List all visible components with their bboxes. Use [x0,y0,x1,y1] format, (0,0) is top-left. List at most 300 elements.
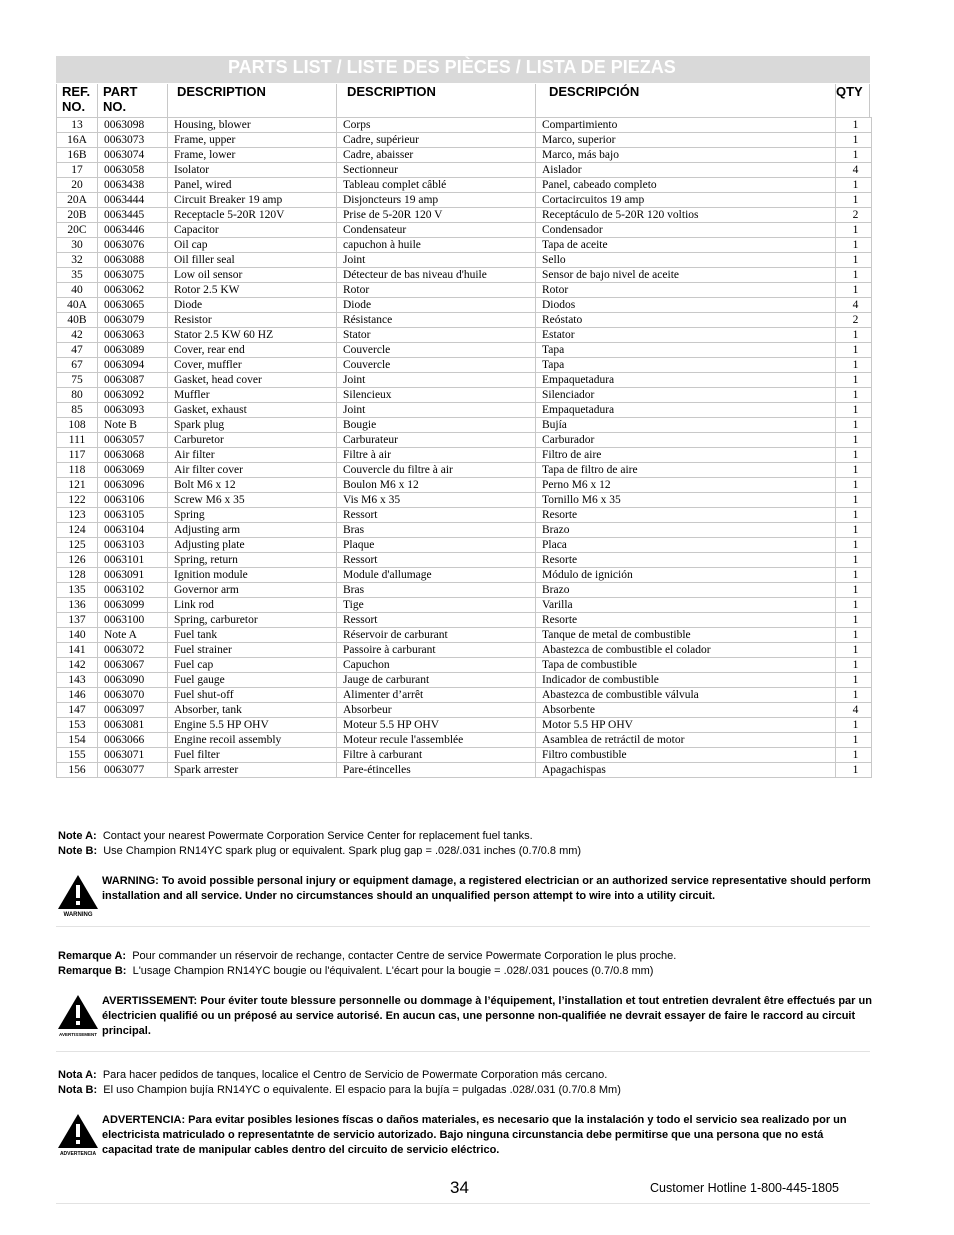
description-en-cell: Fuel gauge [168,673,337,688]
header-divider [835,84,836,118]
note-a-fr-label: Remarque A: [58,950,127,962]
description-en-cell: Cover, muffler [168,358,337,373]
description-en-cell: Circuit Breaker 19 amp [168,193,337,208]
part-no-cell: 0063105 [98,508,168,523]
ref-no-cell: 42 [57,328,98,343]
page-number: 34 [450,1178,469,1197]
table-row [57,673,872,688]
table-row [57,478,872,493]
part-no-cell: 0063102 [98,583,168,598]
description-fr-cell: Ressort [337,553,536,568]
description-es-cell: Resorte [536,553,836,568]
parts-table [56,117,872,778]
description-en-cell: Receptacle 5-20R 120V [168,208,337,223]
description-fr-cell: Cadre, supérieur [337,133,536,148]
description-es-cell: Receptáculo de 5-20R 120 voltios [536,208,836,223]
table-row [57,433,872,448]
part-no-cell: 0063057 [98,433,168,448]
qty-cell: 1 [836,373,872,388]
ref-no-cell: 40B [57,313,98,328]
part-no-cell: 0063076 [98,238,168,253]
description-en-cell: Panel, wired [168,178,337,193]
table-row [57,553,872,568]
header-qty-label: QTY [836,84,863,99]
note-a-fr-text: Pour commander un réservoir de rechange, contacter Centre de service Powermate Corporation le plus proche. [132,950,677,962]
qty-cell: 1 [836,718,872,733]
description-es-cell: Reóstato [536,313,836,328]
qty-cell: 1 [836,658,872,673]
header-description-fr [347,84,436,118]
table-row [57,538,872,553]
description-es-cell: Tanque de metal de combustible [536,628,836,643]
description-en-cell: Air filter cover [168,463,337,478]
description-fr-cell: Joint [337,253,536,268]
ref-no-cell: 40 [57,283,98,298]
header-part-line2: NO. [103,99,127,114]
qty-cell: 1 [836,283,872,298]
qty-cell: 1 [836,748,872,763]
qty-cell: 1 [836,118,872,133]
description-en-cell: Oil cap [168,238,337,253]
part-no-cell: 0063058 [98,163,168,178]
svg-text:AVERTISSEMENT: AVERTISSEMENT [59,1032,97,1037]
description-fr-cell: Ressort [337,508,536,523]
table-row [57,718,872,733]
description-fr-cell: Couvercle du filtre à air [337,463,536,478]
description-es-cell: Filtro combustible [536,748,836,763]
part-no-cell: 0063075 [98,268,168,283]
note-b-en-text: Use Champion RN14YC spark plug or equivalent. Spark plug gap = .028/.031 inches (0.7/0.8 mm) [103,845,582,857]
part-no-cell: 0063097 [98,703,168,718]
description-en-cell: Link rod [168,598,337,613]
note-b-en [58,844,581,859]
qty-cell: 1 [836,268,872,283]
description-es-cell: Indicador de combustible [536,673,836,688]
description-en-cell: Spring, carburetor [168,613,337,628]
description-fr-cell: Sectionneur [337,163,536,178]
description-fr-cell: Pare-étincelles [337,763,536,778]
header-divider [97,84,98,118]
note-a-es [58,1068,621,1083]
qty-cell: 2 [836,208,872,223]
qty-cell: 1 [836,643,872,658]
table-row [57,418,872,433]
description-es-cell: Cortacircuitos 19 amp [536,193,836,208]
description-en-cell: Ignition module [168,568,337,583]
description-en-cell: Fuel filter [168,748,337,763]
description-fr-cell: Tige [337,598,536,613]
ref-no-cell: 17 [57,163,98,178]
table-row [57,223,872,238]
ref-no-cell: 20B [57,208,98,223]
table-row [57,328,872,343]
description-fr-cell: Couvercle [337,358,536,373]
description-es-cell: Brazo [536,583,836,598]
ref-no-cell: 85 [57,403,98,418]
table-row [57,193,872,208]
qty-cell: 1 [836,733,872,748]
description-en-cell: Isolator [168,163,337,178]
header-desc-es-label: DESCRIPCIÓN [549,84,640,99]
table-row [57,268,872,283]
description-fr-cell: Vis M6 x 35 [337,493,536,508]
ref-no-cell: 146 [57,688,98,703]
description-en-cell: Fuel shut-off [168,688,337,703]
description-fr-cell: Condensateur [337,223,536,238]
table-row [57,568,872,583]
notes-english [58,829,581,859]
warning-triangle-icon [56,1113,100,1157]
part-no-cell: Note A [98,628,168,643]
qty-cell: 1 [836,568,872,583]
description-es-cell: Resorte [536,613,836,628]
ref-no-cell: 35 [57,268,98,283]
note-b-fr-text: L'usage Champion RN14YC bougie ou l'équivalent. L'écart pour la bougie = .028/.031 pouces (0.7/0.8 mm) [132,965,654,977]
header-desc-fr-label: DESCRIPTION [347,84,436,99]
part-no-cell: 0063099 [98,598,168,613]
header-description-es [549,84,639,118]
table-row [57,358,872,373]
description-en-cell: Adjusting arm [168,523,337,538]
description-fr-cell: Silencieux [337,388,536,403]
description-es-cell: Tapa de aceite [536,238,836,253]
part-no-cell: 0063438 [98,178,168,193]
description-en-cell: Engine recoil assembly [168,733,337,748]
note-b-es-text: El uso Champion bujía RN14YC o equivalente. El espacio para la bujía = pulgadas .028/.031 (0.7/0.8 Mm) [103,1084,621,1096]
part-no-cell: 0063093 [98,403,168,418]
qty-cell: 1 [836,493,872,508]
qty-cell: 1 [836,433,872,448]
part-no-cell: 0063070 [98,688,168,703]
ref-no-cell: 147 [57,703,98,718]
qty-cell: 1 [836,508,872,523]
table-row [57,343,872,358]
section-divider [56,1051,870,1052]
ref-no-cell: 108 [57,418,98,433]
description-fr-cell: Résistance [337,313,536,328]
ref-no-cell: 32 [57,253,98,268]
table-row [57,583,872,598]
part-no-cell: 0063062 [98,283,168,298]
ref-no-cell: 137 [57,613,98,628]
description-fr-cell: Module d'allumage [337,568,536,583]
part-no-cell: 0063063 [98,328,168,343]
qty-cell: 1 [836,628,872,643]
description-es-cell: Absorbente [536,703,836,718]
note-a-fr [58,949,676,964]
part-no-cell: 0063068 [98,448,168,463]
qty-cell: 4 [836,298,872,313]
description-fr-cell: Tableau complet câblé [337,178,536,193]
note-b-fr-label: Remarque B: [58,965,127,977]
ref-no-cell: 140 [57,628,98,643]
ref-no-cell: 125 [57,538,98,553]
description-fr-cell: Corps [337,118,536,133]
ref-no-cell: 121 [57,478,98,493]
table-row [57,178,872,193]
table-row [57,733,872,748]
part-no-cell: 0063066 [98,733,168,748]
table-row [57,388,872,403]
description-en-cell: Stator 2.5 KW 60 HZ [168,328,337,343]
ref-no-cell: 16A [57,133,98,148]
description-fr-cell: Moteur recule l'assemblée [337,733,536,748]
qty-cell: 1 [836,463,872,478]
description-fr-cell: Bras [337,523,536,538]
part-no-cell: 0063089 [98,343,168,358]
description-en-cell: Fuel tank [168,628,337,643]
table-row [57,658,872,673]
warning-triangle-icon [56,874,100,918]
description-en-cell: Adjusting plate [168,538,337,553]
ref-no-cell: 47 [57,343,98,358]
ref-no-cell: 80 [57,388,98,403]
description-fr-cell: Plaque [337,538,536,553]
qty-cell: 1 [836,553,872,568]
description-en-cell: Frame, upper [168,133,337,148]
qty-cell: 1 [836,448,872,463]
parts-list-banner [56,56,870,83]
part-no-cell: 0063074 [98,148,168,163]
warning-en-text: WARNING: To avoid possible personal injury or equipment damage, a registered electrician or an authorized service representative should perform installation and all service. Under no circumstances should an unqualified person attempt to wire into a utility circuit. [102,875,871,902]
description-fr-cell: Ressort [337,613,536,628]
description-en-cell: Resistor [168,313,337,328]
warning-triangle-icon [56,994,100,1038]
table-row [57,493,872,508]
table-row [57,133,872,148]
qty-cell: 1 [836,358,872,373]
part-no-cell: 0063069 [98,463,168,478]
note-a-en-label: Note A: [58,830,97,842]
description-fr-cell: Détecteur de bas niveau d'huile [337,268,536,283]
part-no-cell: 0063444 [98,193,168,208]
part-no-cell: 0063087 [98,373,168,388]
description-fr-cell: Disjoncteurs 19 amp [337,193,536,208]
ref-no-cell: 117 [57,448,98,463]
qty-cell: 1 [836,403,872,418]
svg-text:WARNING: WARNING [63,912,93,918]
section-divider [56,926,870,927]
qty-cell: 1 [836,538,872,553]
part-no-cell: 0063445 [98,208,168,223]
qty-cell: 1 [836,598,872,613]
warning-es-text: ADVERTENCIA: Para evitar posibles lesiones físcas o daños materiales, es necesario que la instalación y todo el servicio sea realizado por un electricista matriculado o representatnte de servicio autorizado. Bajo ninguna circunstancia debe permitirse que una persona que no está capacitad trate de manipular cables dentro del circuito de servicio eléctrico. [102,1114,847,1156]
description-fr-cell: Carburateur [337,433,536,448]
table-row [57,523,872,538]
part-no-cell: 0063104 [98,523,168,538]
description-es-cell: Asamblea de retráctil de motor [536,733,836,748]
ref-no-cell: 20 [57,178,98,193]
description-en-cell: Spark arrester [168,763,337,778]
description-en-cell: Absorber, tank [168,703,337,718]
header-divider [535,84,536,118]
table-row [57,373,872,388]
description-es-cell: Empaquetadura [536,403,836,418]
description-fr-cell: Stator [337,328,536,343]
qty-cell: 1 [836,193,872,208]
header-divider [167,84,168,118]
description-en-cell: Spring, return [168,553,337,568]
header-description-en [177,84,266,118]
qty-cell: 1 [836,688,872,703]
description-en-cell: Bolt M6 x 12 [168,478,337,493]
table-row [57,508,872,523]
qty-cell: 1 [836,583,872,598]
header-ref-line1: REF. [62,84,91,99]
table-row [57,598,872,613]
footer-divider [56,1203,870,1204]
description-es-cell: Abastezca de combustible válvula [536,688,836,703]
description-fr-cell: Prise de 5-20R 120 V [337,208,536,223]
part-no-cell: 0063103 [98,538,168,553]
part-no-cell: 0063098 [98,118,168,133]
qty-cell: 1 [836,673,872,688]
description-fr-cell: Boulon M6 x 12 [337,478,536,493]
note-b-fr [58,964,676,979]
table-row [57,703,872,718]
qty-cell: 4 [836,163,872,178]
ref-no-cell: 124 [57,523,98,538]
description-en-cell: Fuel cap [168,658,337,673]
part-no-cell: 0063446 [98,223,168,238]
description-fr-cell: Jauge de carburant [337,673,536,688]
description-en-cell: Spring [168,508,337,523]
header-desc-en-label: DESCRIPTION [177,84,266,99]
description-fr-cell: Capuchon [337,658,536,673]
header-ref-no [62,84,98,118]
description-es-cell: Empaquetadura [536,373,836,388]
description-fr-cell: Cadre, abaisser [337,148,536,163]
description-es-cell: Perno M6 x 12 [536,478,836,493]
qty-cell: 1 [836,388,872,403]
description-es-cell: Rotor [536,283,836,298]
ref-no-cell: 75 [57,373,98,388]
description-es-cell: Tapa de combustible [536,658,836,673]
description-es-cell: Panel, cabeado completo [536,178,836,193]
table-row [57,448,872,463]
qty-cell: 1 [836,763,872,778]
ref-no-cell: 16B [57,148,98,163]
table-row [57,613,872,628]
note-a-es-label: Nota A: [58,1069,97,1081]
ref-no-cell: 141 [57,643,98,658]
ref-no-cell: 142 [57,658,98,673]
ref-no-cell: 136 [57,598,98,613]
description-es-cell: Módulo de ignición [536,568,836,583]
ref-no-cell: 40A [57,298,98,313]
table-row [57,403,872,418]
qty-cell: 4 [836,703,872,718]
description-es-cell: Estator [536,328,836,343]
description-es-cell: Brazo [536,523,836,538]
ref-no-cell: 156 [57,763,98,778]
description-fr-cell: Joint [337,403,536,418]
ref-no-cell: 111 [57,433,98,448]
qty-cell: 1 [836,613,872,628]
description-fr-cell: Joint [337,373,536,388]
ref-no-cell: 154 [57,733,98,748]
header-divider [56,84,57,118]
table-row [57,688,872,703]
part-no-cell: 0063073 [98,133,168,148]
description-fr-cell: Passoire à carburant [337,643,536,658]
description-es-cell: Carburador [536,433,836,448]
qty-cell: 1 [836,133,872,148]
description-en-cell: Spark plug [168,418,337,433]
part-no-cell: 0063100 [98,613,168,628]
ref-no-cell: 155 [57,748,98,763]
header-divider [336,84,337,118]
description-es-cell: Placa [536,538,836,553]
part-no-cell: 0063088 [98,253,168,268]
description-en-cell: Capacitor [168,223,337,238]
description-es-cell: Motor 5.5 HP OHV [536,718,836,733]
description-en-cell: Rotor 2.5 KW [168,283,337,298]
description-fr-cell: Diode [337,298,536,313]
ref-no-cell: 30 [57,238,98,253]
table-row [57,643,872,658]
description-es-cell: Marco, superior [536,133,836,148]
part-no-cell: 0063065 [98,298,168,313]
header-ref-line2: NO. [62,99,86,114]
description-es-cell: Diodos [536,298,836,313]
warning-fr-text: AVERTISSEMENT: Pour éviter toute blessure personnelle ou dommage à l’équipement, l’installation et tout entretien devralent être effectués par un électricien qualifié ou un préposé au service autorisé. En aucun cas, une personne non-qualifiée ne devrait essayer de faire le raccord au circuit principal. [102,995,872,1037]
description-es-cell: Apagachispas [536,763,836,778]
qty-cell: 1 [836,223,872,238]
description-en-cell: Air filter [168,448,337,463]
description-fr-cell: Bras [337,583,536,598]
description-es-cell: Silenciador [536,388,836,403]
qty-cell: 1 [836,418,872,433]
description-es-cell: Filtro de aire [536,448,836,463]
ref-no-cell: 118 [57,463,98,478]
note-b-es-label: Nota B: [58,1084,98,1096]
part-no-cell: Note B [98,418,168,433]
description-en-cell: Frame, lower [168,148,337,163]
table-row [57,163,872,178]
ref-no-cell: 20C [57,223,98,238]
table-row [57,463,872,478]
description-es-cell: Resorte [536,508,836,523]
description-en-cell: Low oil sensor [168,268,337,283]
header-part-line1: PART [103,84,138,99]
part-no-cell: 0063077 [98,763,168,778]
description-en-cell: Cover, rear end [168,343,337,358]
qty-cell: 1 [836,148,872,163]
ref-no-cell: 126 [57,553,98,568]
part-no-cell: 0063072 [98,643,168,658]
description-fr-cell: capuchon à huile [337,238,536,253]
header-divider [869,84,870,118]
part-no-cell: 0063090 [98,673,168,688]
part-no-cell: 0063094 [98,358,168,373]
table-row [57,283,872,298]
description-en-cell: Gasket, exhaust [168,403,337,418]
part-no-cell: 0063091 [98,568,168,583]
qty-cell: 1 [836,328,872,343]
qty-cell: 1 [836,523,872,538]
table-row [57,763,872,778]
qty-cell: 1 [836,253,872,268]
description-es-cell: Abastezca de combustible el colador [536,643,836,658]
description-en-cell: Housing, blower [168,118,337,133]
description-fr-cell: Absorbeur [337,703,536,718]
notes-spanish [58,1068,621,1098]
note-a-en-text: Contact your nearest Powermate Corporation Service Center for replacement fuel tanks. [102,830,533,842]
table-row [57,238,872,253]
header-qty [836,84,863,118]
note-b-es [58,1083,621,1098]
